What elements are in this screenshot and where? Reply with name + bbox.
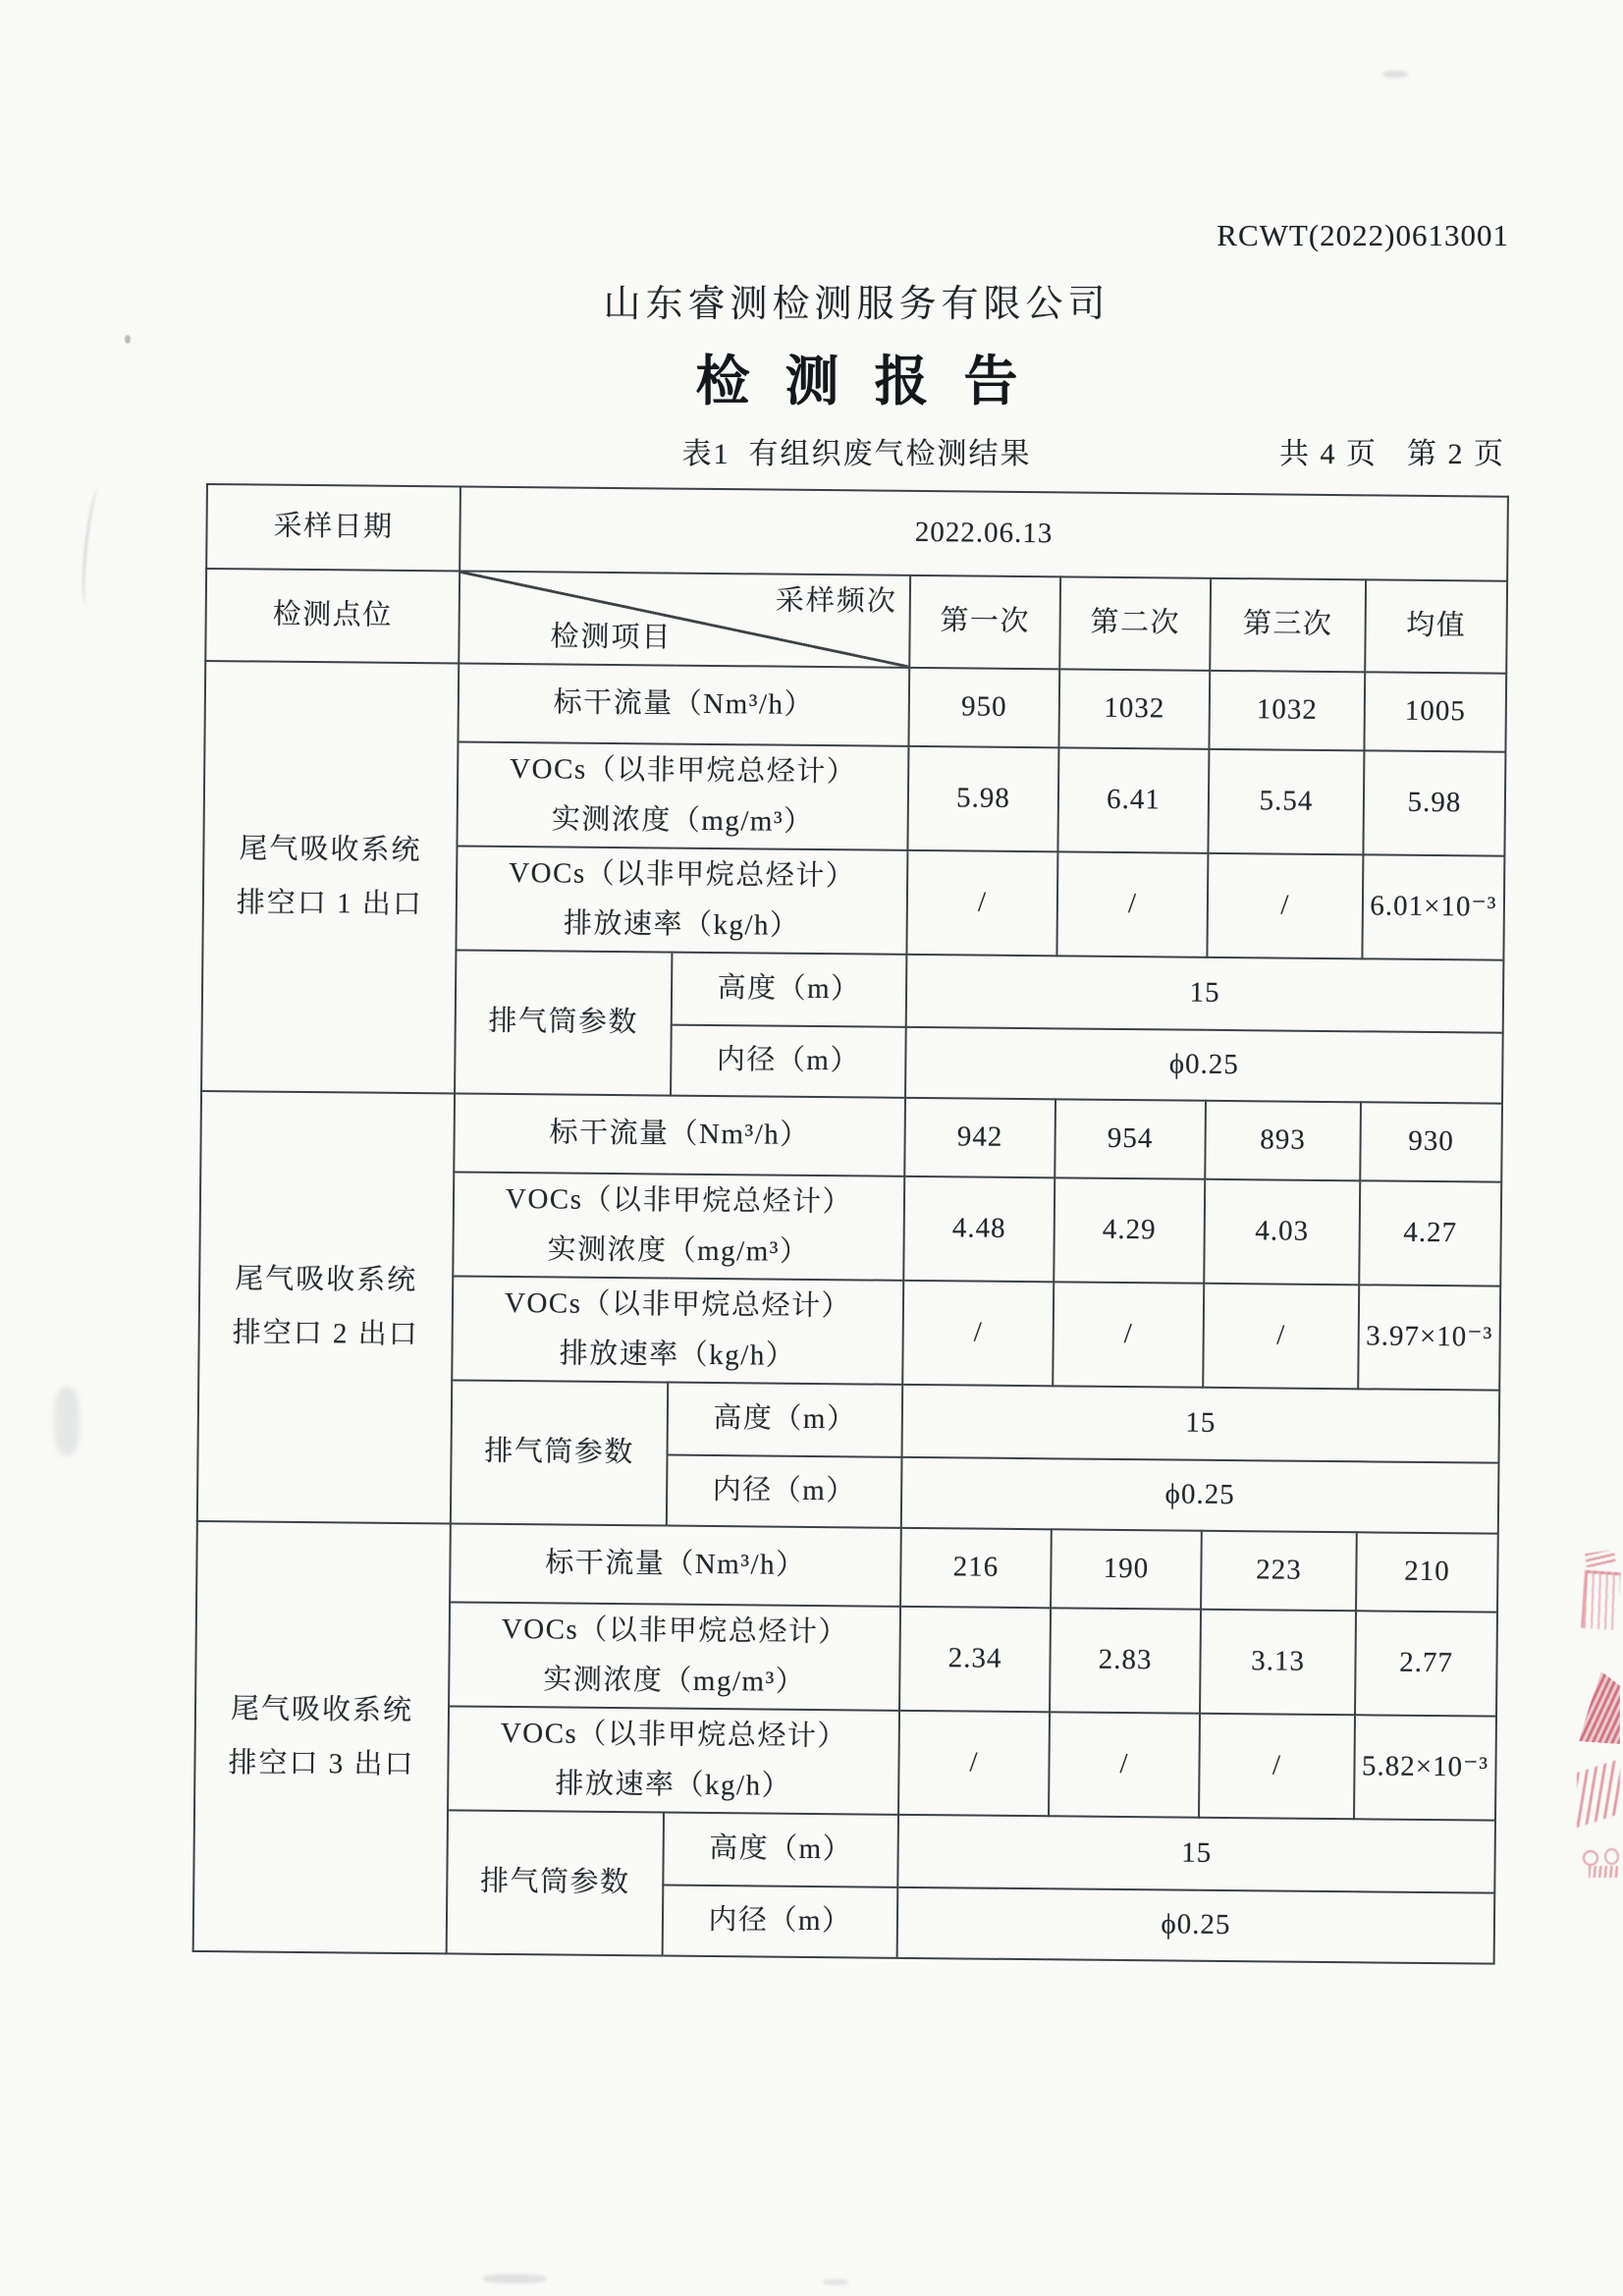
section-name-line2: 排空口 3 出口 [228, 1747, 415, 1781]
conc-label-line: 实测浓度（mg/m³） [551, 803, 814, 838]
page-current: 第 2 页 [1407, 438, 1505, 470]
flow-value: 1032 [1058, 669, 1210, 748]
caption-row [206, 429, 1507, 468]
diameter-value: ϕ0.25 [897, 1887, 1495, 1964]
conc-value: 3.13 [1200, 1610, 1356, 1716]
col-header-mean: 均值 [1365, 579, 1507, 673]
diameter-label: 内径（m） [667, 1455, 902, 1528]
voc-label-line: VOCs（以非甲烷总烃计） [500, 1718, 847, 1753]
diameter-value: ϕ0.25 [901, 1457, 1499, 1534]
flow-value: 216 [900, 1528, 1052, 1608]
row-label-rate [452, 1276, 903, 1384]
flow-row [204, 661, 1506, 752]
section-label-outlet-3 [193, 1521, 451, 1953]
scan-speck [1382, 71, 1408, 78]
scan-speck [125, 335, 131, 344]
voc-label-line: VOCs（以非甲烷总烃计） [505, 1183, 853, 1219]
stack-params-label: 排气筒参数 [451, 1380, 668, 1525]
rate-value: 3.97×10⁻³ [1358, 1285, 1500, 1390]
section-name-line2: 排空口 1 出口 [236, 887, 424, 921]
red-stamp-fragment [1577, 1759, 1620, 1828]
conc-value: 5.98 [907, 746, 1058, 851]
pagination [1279, 429, 1505, 472]
red-stamp-fragment [1579, 1671, 1620, 1744]
height-label: 高度（m） [672, 953, 907, 1027]
results-table [192, 483, 1509, 1965]
flow-value: 930 [1360, 1102, 1502, 1181]
diameter-label: 内径（m） [663, 1886, 898, 1958]
flow-value: 1032 [1209, 671, 1365, 751]
rate-value: / [1053, 1282, 1204, 1387]
flow-value: 950 [908, 668, 1059, 747]
company-name: 山东睿测检测服务有限公司 [603, 284, 1110, 325]
col-header-third: 第三次 [1210, 578, 1366, 673]
conc-value: 4.48 [903, 1176, 1055, 1282]
table-caption: 表1 有组织废气检测结果 [681, 438, 1032, 470]
sampling-frequency-label: 采样频次 [775, 584, 898, 618]
red-stamp-fragment [1604, 1848, 1619, 1865]
stack-params-label: 排气筒参数 [447, 1810, 664, 1955]
conc-value: 6.41 [1057, 747, 1209, 852]
row-label-concentration [453, 1172, 904, 1280]
scan-smudge [79, 488, 107, 605]
scan-speck [823, 2279, 848, 2285]
rate-value: / [1049, 1712, 1200, 1817]
rate-value: / [906, 850, 1057, 956]
flow-value: 942 [904, 1098, 1055, 1177]
column-header-row [205, 569, 1507, 674]
rate-value: / [1207, 853, 1363, 959]
conc-value: 4.03 [1204, 1179, 1360, 1285]
red-stamp-fragment [1581, 1570, 1621, 1630]
rate-value: / [898, 1711, 1050, 1816]
section-name-line2: 排空口 2 出口 [232, 1317, 419, 1351]
conc-value: 5.54 [1208, 749, 1364, 855]
height-value: 15 [897, 1815, 1495, 1893]
section-label-outlet-2 [197, 1091, 455, 1523]
monitoring-point-label: 检测点位 [205, 569, 460, 663]
row-label-concentration [457, 741, 908, 849]
red-stamp-fragment [1589, 1866, 1620, 1878]
section-name-line1: 尾气吸收系统 [230, 1693, 414, 1726]
conc-value: 2.83 [1050, 1608, 1201, 1713]
red-stamp-fragment [1583, 1850, 1598, 1866]
conc-value: 5.98 [1363, 750, 1505, 855]
pages-total: 共 4 页 [1279, 438, 1378, 470]
report-number: RCWT(2022)0613001 [1217, 218, 1509, 252]
height-value: 15 [906, 955, 1504, 1033]
row-label-flow: 标干流量（Nm³/h） [454, 1093, 905, 1175]
rate-value: / [1056, 851, 1208, 957]
flow-value: 210 [1356, 1532, 1498, 1612]
diagonal-header-cell [459, 571, 910, 667]
sampling-date-value: 2022.06.13 [460, 486, 1508, 580]
rate-label-line: 排放速率（kg/h） [563, 907, 800, 942]
red-stamp-fragment [1585, 1550, 1616, 1567]
rate-value: / [902, 1281, 1054, 1386]
flow-value: 223 [1201, 1531, 1357, 1612]
sampling-date-row [206, 484, 1508, 581]
col-header-second: 第二次 [1059, 576, 1211, 670]
conc-label-line: 实测浓度（mg/m³） [543, 1664, 806, 1698]
height-label: 高度（m） [668, 1383, 903, 1457]
row-label-rate [456, 846, 907, 954]
row-label-rate [448, 1706, 899, 1814]
voc-label-line: VOCs（以非甲烷总烃计） [509, 857, 856, 893]
report-title: 检测报告 [695, 352, 1054, 411]
flow-value: 190 [1051, 1529, 1202, 1609]
flow-row [200, 1091, 1502, 1182]
stack-params-label: 排气筒参数 [455, 950, 672, 1095]
rate-value: / [1203, 1284, 1359, 1390]
sampling-date-label: 采样日期 [206, 484, 460, 571]
rate-value: 6.01×10⁻³ [1362, 854, 1504, 959]
height-value: 15 [902, 1385, 1500, 1463]
conc-label-line: 实测浓度（mg/m³） [547, 1233, 810, 1268]
diameter-label: 内径（m） [671, 1025, 906, 1098]
rate-label-line: 排放速率（kg/h） [559, 1338, 796, 1372]
section-name-line1: 尾气吸收系统 [239, 833, 422, 867]
rate-label-line: 排放速率（kg/h） [555, 1768, 792, 1802]
section-name-line1: 尾气吸收系统 [235, 1263, 418, 1297]
flow-value: 893 [1205, 1101, 1361, 1181]
flow-row [196, 1521, 1498, 1613]
voc-label-line: VOCs（以非甲烷总烃计） [504, 1287, 852, 1323]
conc-value: 4.29 [1054, 1177, 1205, 1283]
scan-speck [483, 2274, 546, 2283]
flow-value: 954 [1055, 1099, 1206, 1178]
height-label: 高度（m） [663, 1813, 898, 1887]
rate-value: / [1199, 1714, 1355, 1820]
voc-label-line: VOCs（以非甲烷总烃计） [510, 753, 857, 789]
conc-value: 2.34 [899, 1607, 1051, 1712]
voc-label-line: VOCs（以非甲烷总烃计） [501, 1613, 848, 1649]
scan-smudge [54, 1387, 80, 1455]
conc-value: 4.27 [1359, 1180, 1501, 1285]
section-label-outlet-1 [201, 661, 459, 1093]
rate-value: 5.82×10⁻³ [1354, 1715, 1496, 1820]
test-item-label: 检测项目 [550, 620, 673, 654]
conc-value: 2.77 [1355, 1611, 1497, 1716]
row-label-flow: 标干流量（Nm³/h） [458, 663, 909, 745]
row-label-flow: 标干流量（Nm³/h） [450, 1523, 901, 1606]
col-header-first: 第一次 [909, 575, 1060, 669]
diameter-value: ϕ0.25 [905, 1027, 1503, 1104]
flow-value: 1005 [1364, 672, 1506, 751]
row-label-concentration [449, 1602, 900, 1710]
